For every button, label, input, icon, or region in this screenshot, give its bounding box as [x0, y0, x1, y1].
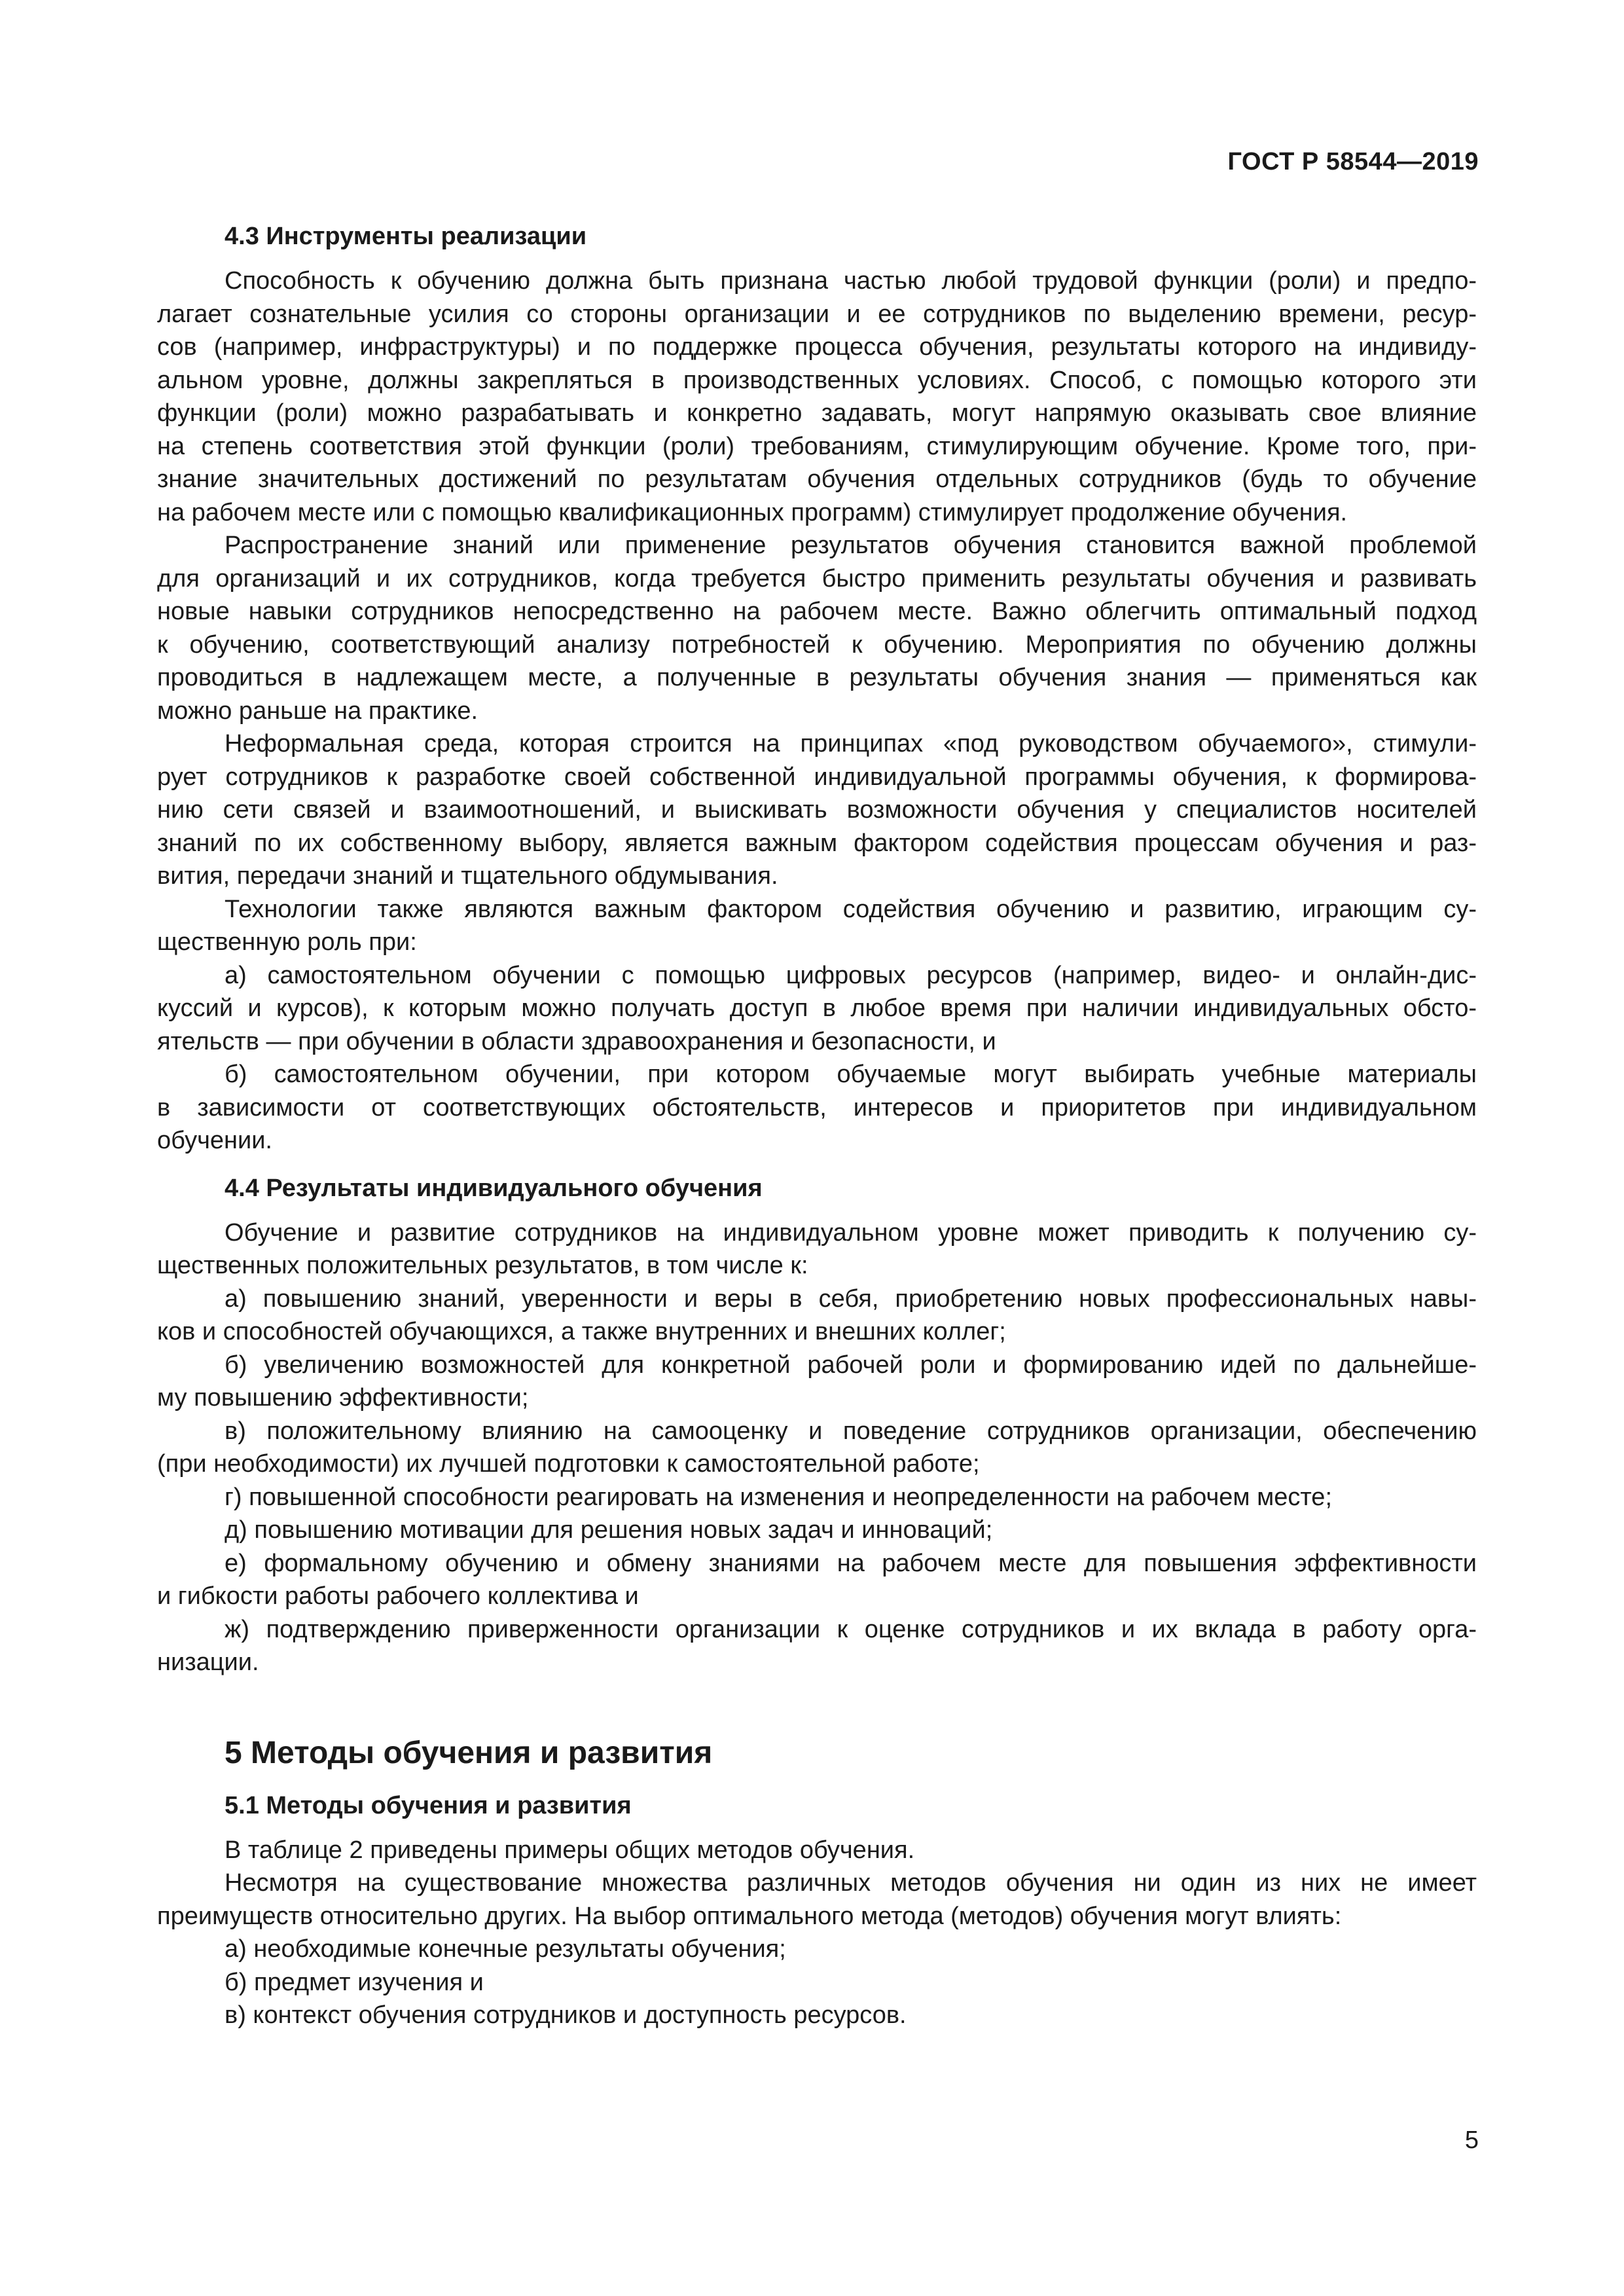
- text-line: щественных положительных результатов, в том числе к:: [157, 1252, 808, 1279]
- section-4-4-body: [157, 1216, 1477, 1679]
- section-5-heading: 5 Методы обучения и развития: [225, 1735, 713, 1770]
- section-5-1-body: [157, 1834, 1477, 2032]
- text-line: в) положительному влиянию на самооценку и поведение сотрудников организации, обеспечению: [225, 1417, 1477, 1445]
- text-line: Несмотря на существование множества различных методов обучения ни один из них не имеет: [225, 1869, 1477, 1897]
- text-line: ков и способностей обучающихся, а также внутренних и внешних коллег;: [157, 1318, 1006, 1345]
- paragraph: [157, 1415, 1477, 1481]
- text-line: Технологии также являются важным фактором содействия обучению и развитию, играющим су-: [225, 895, 1477, 923]
- text-line: б) самостоятельном обучении, при котором обучаемые могут выбирать учебные материалы: [225, 1061, 1477, 1088]
- text-line: сов (например, инфраструктуры) и по поддержке процесса обучения, результаты которого на индивиду-: [157, 333, 1477, 361]
- section-5-1-heading: 5.1 Методы обучения и развития: [225, 1791, 632, 1819]
- paragraph: [157, 1349, 1477, 1415]
- text-line: щественную роль при:: [157, 928, 417, 956]
- text-line: лагает сознательные усилия со стороны организации и ее сотрудников по выделению времени, ресур-: [157, 300, 1477, 328]
- text-line: низации.: [157, 1649, 259, 1676]
- standard-code-header: ГОСТ Р 58544—2019: [1227, 148, 1479, 175]
- text-line: д) повышению мотивации для решения новых задач и инноваций;: [225, 1516, 993, 1544]
- section-4-3-heading: 4.3 Инструменты реализации: [225, 223, 587, 250]
- paragraph: [157, 727, 1477, 893]
- text-line: в зависимости от соответствующих обстоятельств, интересов и приоритетов при индивидуальном: [157, 1093, 1477, 1121]
- text-line: и гибкости работы рабочего коллектива и: [157, 1582, 639, 1610]
- page-content: [157, 220, 1477, 2032]
- paragraph: [157, 1966, 1477, 1999]
- paragraph: [157, 893, 1477, 959]
- text-line: альном уровне, должны закрепляться в производственных условиях. Способ, с помощью которого эти: [157, 366, 1477, 394]
- paragraph: [157, 1216, 1477, 1283]
- text-line: можно раньше на практике.: [157, 697, 478, 725]
- paragraph: [157, 1933, 1477, 1966]
- paragraph: [157, 1514, 1477, 1547]
- paragraph: [157, 1058, 1477, 1157]
- section-4-3-body: [157, 264, 1477, 1157]
- text-line: а) повышению знаний, уверенности и веры в себя, приобретению новых профессиональных навы-: [225, 1285, 1477, 1313]
- text-line: ятельств — при обучении в области здравоохранения и безопасности, и: [157, 1027, 996, 1055]
- text-line: му повышению эффективности;: [157, 1384, 529, 1412]
- text-line: обучении.: [157, 1127, 272, 1154]
- text-line: в) контекст обучения сотрудников и доступность ресурсов.: [225, 2001, 907, 2029]
- paragraph: [157, 1547, 1477, 1613]
- text-line: преимуществ относительно других. На выбор оптимального метода (методов) обучения могут влиять:: [157, 1902, 1342, 1930]
- text-line: к обучению, соответствующий анализу потребностей к обучению. Мероприятия по обучению должны: [157, 630, 1477, 659]
- text-line: знание значительных достижений по результатам обучения отдельных сотрудников (будь то обучение: [157, 465, 1477, 493]
- text-line: б) предмет изучения и: [225, 1968, 484, 1996]
- text-line: знаний по их собственному выбору, является важным фактором содействия процессам обучения и раз-: [157, 829, 1477, 857]
- text-line: б) увеличению возможностей для конкретной рабочей роли и формированию идей по дальнейше-: [225, 1351, 1477, 1379]
- text-line: для организаций и их сотрудников, когда требуется быстро применить результаты обучения и развивать: [157, 564, 1477, 592]
- paragraph: [157, 1999, 1477, 2032]
- text-line: проводиться в надлежащем месте, а полученные в результаты обучения знания — применяться как: [157, 664, 1477, 691]
- text-line: на степень соответствия этой функции (роли) требованиям, стимулирующим обучение. Кроме того, при-: [157, 432, 1477, 460]
- page-number: 5: [1464, 2126, 1479, 2154]
- paragraph: [157, 1867, 1477, 1933]
- text-line: е) формальному обучению и обмену знаниями на рабочем месте для повышения эффективности: [225, 1549, 1477, 1577]
- text-line: Обучение и развитие сотрудников на индивидуальном уровне может приводить к получению су-: [225, 1218, 1477, 1247]
- text-line: В таблице 2 приведены примеры общих методов обучения.: [225, 1836, 915, 1864]
- text-line: ж) подтверждению приверженности организации к оценке сотрудников и их вклада в работу орга-: [225, 1615, 1477, 1643]
- text-line: рует сотрудников к разработке своей собственной индивидуальной программы обучения, к формирова-: [157, 763, 1477, 791]
- text-line: (при необходимости) их лучшей подготовки к самостоятельной работе;: [157, 1450, 980, 1478]
- section-4-4-heading: 4.4 Результаты индивидуального обучения: [225, 1174, 763, 1202]
- paragraph: [157, 264, 1477, 529]
- paragraph: [157, 1481, 1477, 1514]
- text-line: г) повышенной способности реагировать на изменения и неопределенности на рабочем месте;: [225, 1483, 1333, 1511]
- text-line: Неформальная среда, которая строится на принципах «под руководством обучаемого», стимули-: [225, 730, 1477, 757]
- text-line: Распространение знаний или применение результатов обучения становится важной проблемой: [225, 532, 1477, 559]
- text-line: куссий и курсов), к которым можно получать доступ в любое время при наличии индивидуальных обсто-: [157, 994, 1477, 1022]
- text-line: а) самостоятельном обучении с помощью цифровых ресурсов (например, видео- и онлайн-дис-: [225, 961, 1477, 989]
- text-line: на рабочем месте или с помощью квалификационных программ) стимулирует продолжение обучения.: [157, 498, 1348, 526]
- text-line: а) необходимые конечные результаты обучения;: [225, 1935, 786, 1963]
- paragraph: [157, 529, 1477, 727]
- paragraph: [157, 1613, 1477, 1679]
- text-line: новые навыки сотрудников непосредственно на рабочем месте. Важно облегчить оптимальный подход: [157, 598, 1477, 625]
- paragraph: [157, 1834, 1477, 1867]
- text-line: функции (роли) можно разрабатывать и конкретно задавать, могут напрямую оказывать свое влияние: [157, 399, 1477, 427]
- text-line: Способность к обучению должна быть признана частью любой трудовой функции (роли) и предпо-: [225, 267, 1477, 295]
- text-line: нию сети связей и взаимоотношений, и выискивать возможности обучения у специалистов носителей: [157, 796, 1477, 824]
- paragraph: [157, 1283, 1477, 1349]
- paragraph: [157, 959, 1477, 1059]
- text-line: вития, передачи знаний и тщательного обдумывания.: [157, 862, 778, 890]
